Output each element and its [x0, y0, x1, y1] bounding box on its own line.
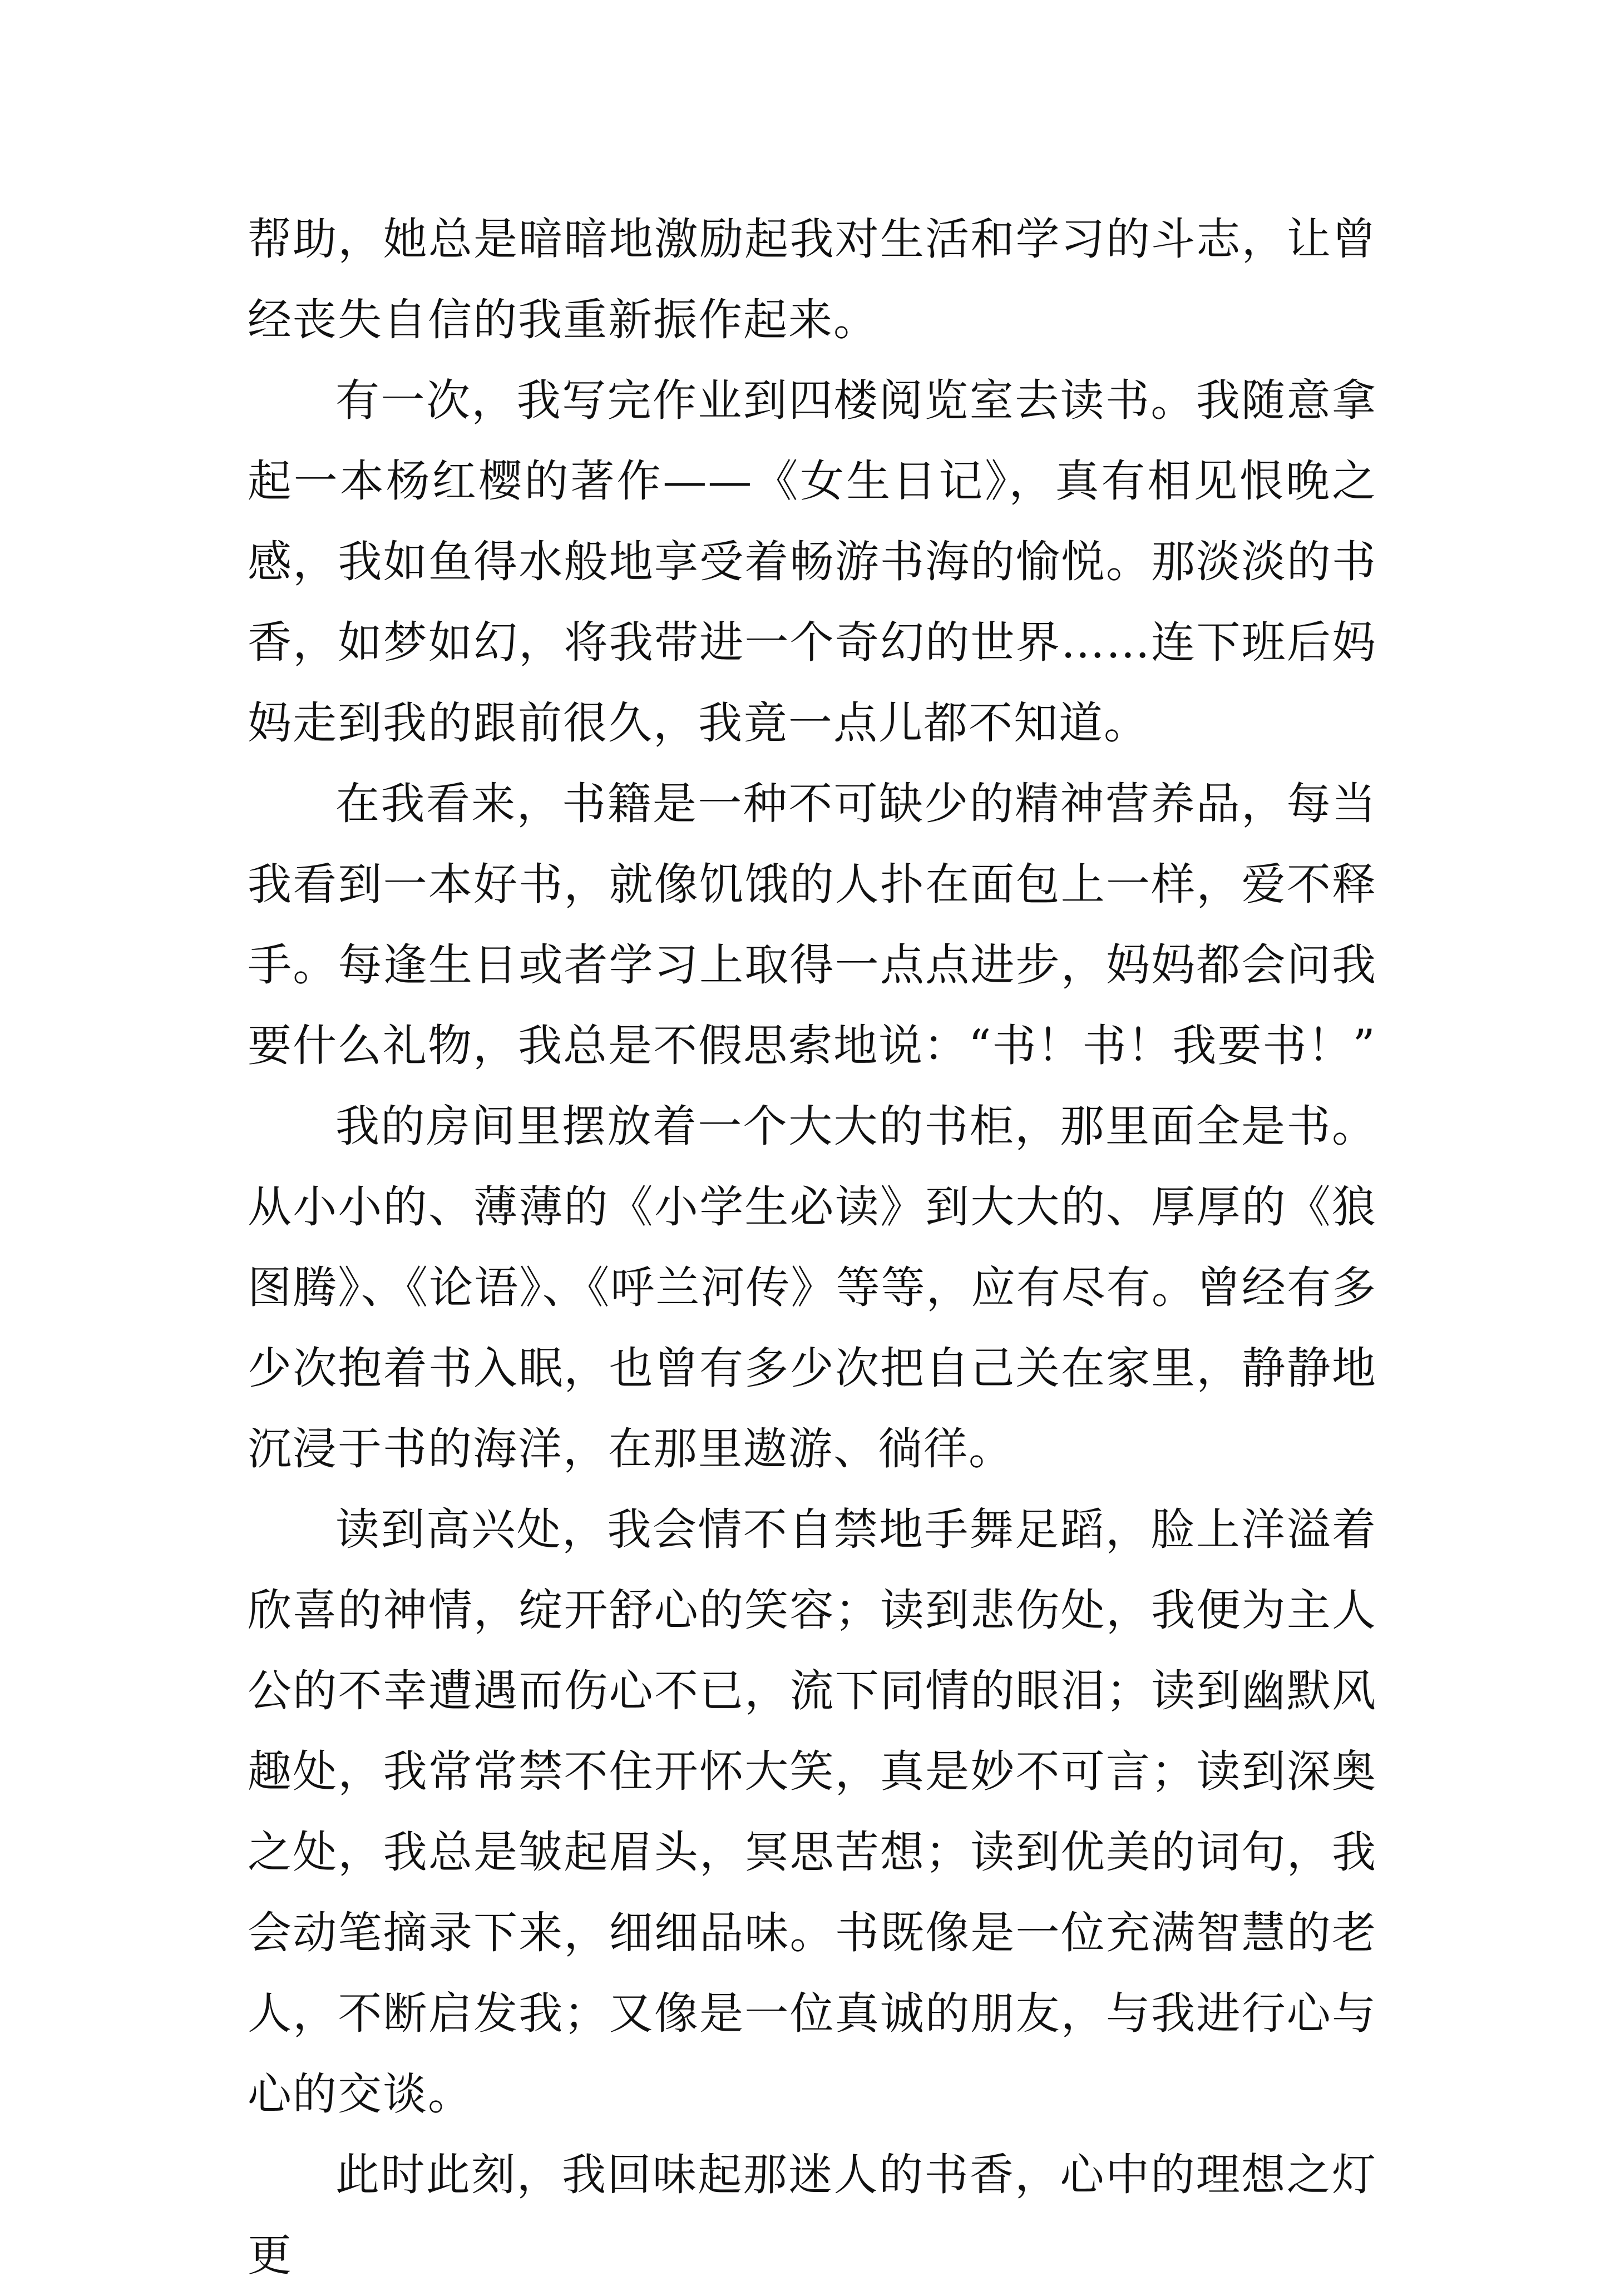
paragraph-4: 我的房间里摆放着一个大大的书柜，那里面全是书。从小小的、薄薄的《小学生必读》到大大的、厚厚的《狼图腾》、《论语》、《呼兰河传》等等，应有尽有。曾经有多少次抱着书入眠，也曾有多少次把自己关在家里，静静地沉浸于书的海洋，在那里遨游、徜徉。 [248, 1101, 1377, 1474]
paragraph-6: 此时此刻，我回味起那迷人的书香，心中的理想之灯更 [248, 2149, 1377, 2281]
body-text [248, 199, 1377, 2296]
paragraph-3: 在我看来，书籍是一种不可缺少的精神营养品，每当我看到一本好书，就像饥饿的人扑在面包上一样，爱不释手。每逢生日或者学习上取得一点点进步，妈妈都会问我要什么礼物，我总是不假思索地说：“书！书！我要书！” [248, 778, 1377, 1071]
paragraph-2: 有一次，我写完作业到四楼阅览室去读书。我随意拿起一本杨红樱的著作——《女生日记》，真有相见恨晚之感，我如鱼得水般地享受着畅游书海的愉悦。那淡淡的书香，如梦如幻，将我带进一个奇幻的世界……连下班后妈妈走到我的跟前很久，我竟一点儿都不知道。 [248, 375, 1377, 749]
paragraph-5: 读到高兴处，我会情不自禁地手舞足蹈，脸上洋溢着欣喜的神情，绽开舒心的笑容；读到悲伤处，我便为主人公的不幸遭遇而伤心不已，流下同情的眼泪；读到幽默风趣处，我常常禁不住开怀大笑，真是妙不可言；读到深奥之处，我总是皱起眉头，冥思苦想；读到优美的词句，我会动笔摘录下来，细细品味。书既像是一位充满智慧的老人，不断启发我；又像是一位真诚的朋友，与我进行心与心的交谈。 [248, 1504, 1377, 2120]
paragraph-1: 帮助，她总是暗暗地激励起我对生活和学习的斗志，让曾经丧失自信的我重新振作起来。 [248, 214, 1377, 345]
